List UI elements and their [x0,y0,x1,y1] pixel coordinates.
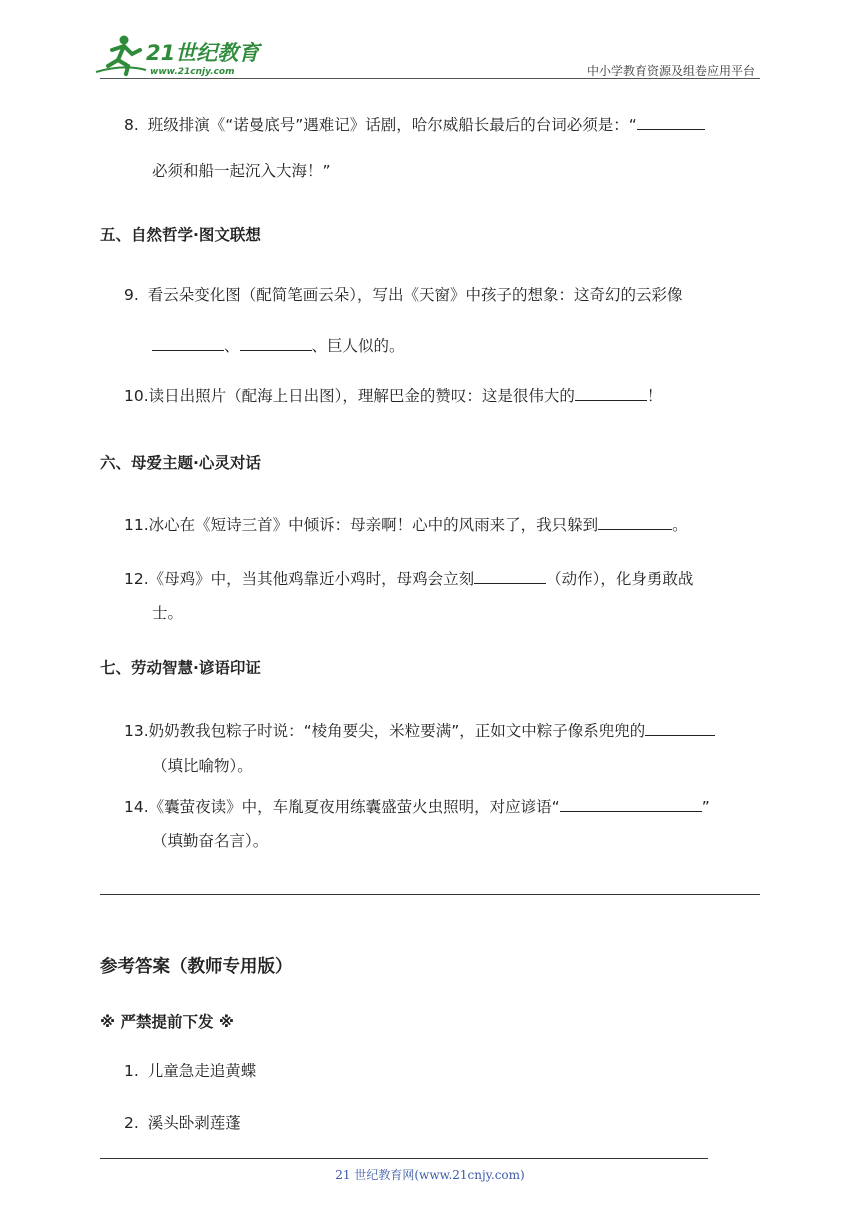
answer-blank[interactable] [152,336,224,351]
question-text: 奶奶教我包粽子时说：“棱角要尖，米粒要满”，正如文中粽子像系兜兜的 [148,722,646,740]
question-13 [124,721,764,740]
answer-blank[interactable] [645,721,715,736]
question-number: 8. [124,116,139,134]
separator-text: 、 [224,337,240,355]
question-text-end: 。 [672,516,688,534]
logo-main-text: 21世纪教育 [146,41,260,65]
answer-blank[interactable] [560,797,702,812]
answer-blank[interactable] [598,515,672,530]
answer-text: 儿童急走追黄蝶 [147,1062,257,1080]
question-number: 14. [124,798,149,816]
question-8-cont: 必须和船一起沉入大海！” [152,162,331,180]
question-number: 9. [124,286,139,304]
question-9-cont [152,334,764,356]
site-logo [94,32,264,78]
running-figure-icon [96,36,146,75]
answer-item [124,1064,764,1080]
question-text: 读日出照片（配海上日出图），理解巴金的赞叹：这是很伟大的 [148,387,575,405]
quote-mark: ” [701,798,710,816]
question-8 [124,115,764,134]
question-14 [124,797,764,816]
answer-item [124,1116,764,1132]
question-12 [124,569,764,588]
question-text: 冰心在《短诗三首》中倾诉：母亲啊！心中的风雨来了，我只躲到 [148,516,599,534]
question-text: 班级排演《“诺曼底号”遇难记》话剧，哈尔威船长最后的台词必须是：“ [147,116,637,134]
question-11 [124,515,764,534]
question-text-end: ！ [646,387,663,405]
question-9 [124,288,764,304]
section-heading-5: 五、自然哲学·图文联想 [100,226,261,244]
question-10 [124,386,764,405]
question-number: 13. [124,722,149,740]
footer-rule [100,1158,708,1159]
section-divider [100,894,760,895]
logo-url-text: www.21cnjy.com [150,67,235,77]
footer-text: 21 世纪教育网(www.21cnjy.com) [335,1168,525,1182]
question-13-cont: （填比喻物）。 [152,757,253,775]
answer-number: 1. [124,1062,139,1080]
question-number: 10. [124,387,149,405]
site-name: 中小学教育资源及组卷应用平台 [586,64,755,78]
section-heading-7: 七、劳动智慧·谚语印证 [100,659,261,677]
answers-notice: ※ 严禁提前下发 ※ [100,1013,234,1031]
answer-text: 溪头卧剥莲蓬 [147,1114,241,1132]
question-number: 12. [124,570,149,588]
answer-number: 2. [124,1114,139,1132]
section-heading-6: 六、母爱主题·心灵对话 [100,454,261,472]
answers-title: 参考答案（教师专用版） [100,957,293,977]
answer-blank[interactable] [637,115,705,130]
question-text: 、巨人似的。 [311,337,405,355]
question-text: 《囊萤夜读》中，车胤夏夜用练囊盛萤火虫照明，对应谚语“ [148,798,560,816]
question-14-cont: （填勤奋名言）。 [152,832,269,850]
question-text: （动作），化身勇敢战 [546,570,694,588]
answer-blank[interactable] [240,336,312,351]
question-number: 11. [124,516,149,534]
question-text: 《母鸡》中，当其他鸡靠近小鸡时，母鸡会立刻 [148,570,475,588]
question-text: 看云朵变化图（配简笔画云朵），写出《天窗》中孩子的想象：这奇幻的云彩像 [147,286,683,304]
header-rule [100,78,760,79]
question-12-cont: 士。 [152,604,184,622]
answer-blank[interactable] [474,569,546,584]
answer-blank[interactable] [575,386,647,401]
